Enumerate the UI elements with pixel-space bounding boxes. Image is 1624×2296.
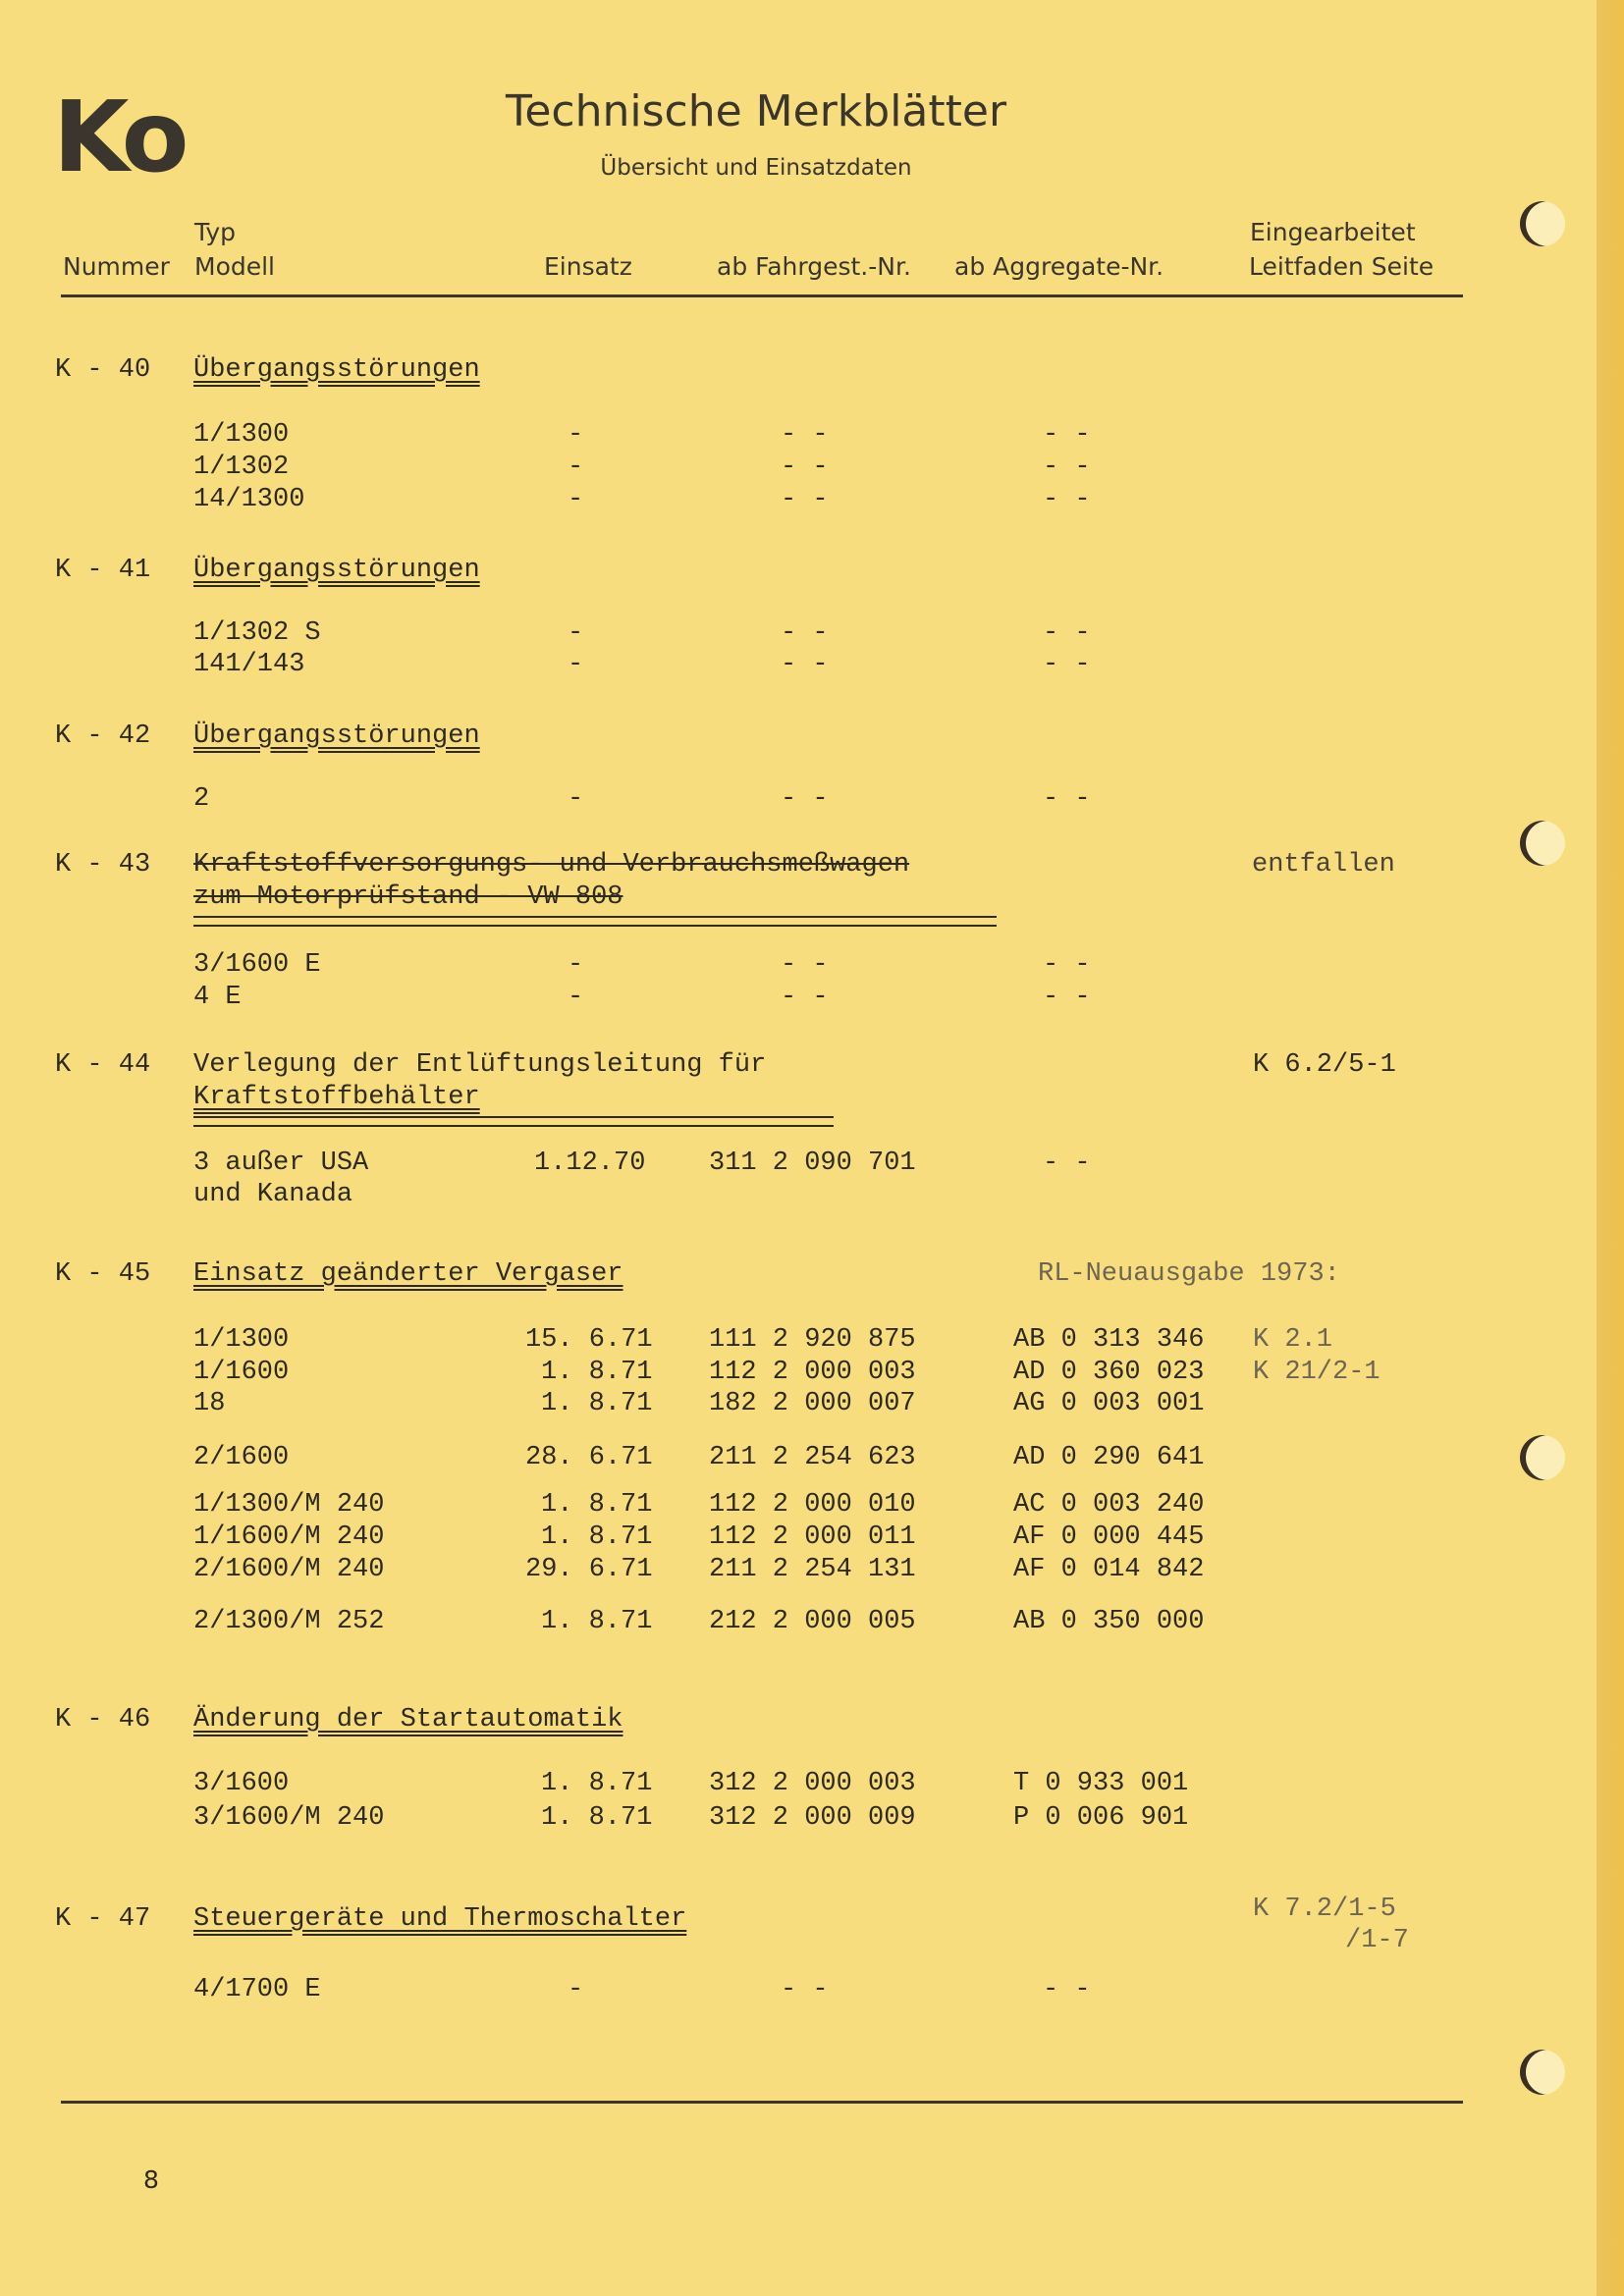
aggregate-nr: AF 0 014 842 [1013, 1555, 1205, 1584]
section-title: Steuergeräte und Thermoschalter [193, 1904, 687, 1934]
einsatz-date: 1. 8.71 [541, 1389, 653, 1418]
section-number: K - 45 [55, 1259, 151, 1289]
paper-edge [1597, 0, 1624, 2296]
einsatz-date: 1. 8.71 [541, 1803, 653, 1833]
einsatz-date: 1. 8.71 [541, 1607, 653, 1636]
model: 1/1600/M 240 [193, 1522, 385, 1552]
section-number: K - 41 [55, 556, 151, 585]
aggregate-nr: AD 0 290 641 [1013, 1443, 1205, 1472]
model: 18 [193, 1389, 226, 1418]
model: 2/1600 [193, 1443, 290, 1472]
header-fahrgest: ab Fahrgest.-Nr. [717, 252, 911, 281]
header-rule [61, 294, 1463, 297]
fahrgest-dash: - - [781, 618, 829, 648]
section-number: K - 47 [55, 1904, 151, 1934]
model: 1/1302 S [193, 618, 321, 648]
fahrgest-nr: 212 2 000 005 [709, 1607, 916, 1636]
model: 1/1302 [193, 453, 290, 482]
aggr-dash: - - [1043, 1148, 1091, 1178]
aggregate-nr: AB 0 350 000 [1013, 1607, 1205, 1636]
einsatz-dash: - [568, 950, 584, 980]
section-title: Übergangsstörungen [193, 355, 480, 385]
model: 2 [193, 784, 210, 814]
section-title-line2: Kraftstoffbehälter [193, 1083, 480, 1112]
section-title: Übergangsstörungen [193, 556, 480, 585]
aggr-dash: - - [1043, 618, 1091, 648]
status-note: entfallen [1252, 850, 1395, 880]
model: 2/1300/M 252 [193, 1607, 385, 1636]
model: 1/1600 [193, 1358, 290, 1387]
aggregate-nr: AD 0 360 023 [1013, 1358, 1205, 1387]
fahrgest-nr: 211 2 254 623 [709, 1443, 916, 1472]
fahrgest-nr: 312 2 000 009 [709, 1803, 916, 1833]
leitfaden-seite-continued: /1-7 [1345, 1926, 1409, 1955]
aggregate-nr: AC 0 003 240 [1013, 1490, 1205, 1520]
einsatz-dash: - [568, 618, 584, 648]
aggregate-nr: AB 0 313 346 [1013, 1325, 1205, 1355]
model: 141/143 [193, 650, 305, 679]
fahrgest-nr: 112 2 000 010 [709, 1490, 916, 1520]
model: 3/1600 E [193, 950, 321, 980]
fahrgest-nr: 311 2 090 701 [709, 1148, 916, 1178]
model: 3 außer USA [193, 1148, 369, 1178]
section-number: K - 46 [55, 1705, 151, 1735]
model: 4 E [193, 983, 242, 1012]
einsatz-date: 1. 8.71 [541, 1490, 653, 1520]
einsatz-dash: - [568, 453, 584, 482]
fahrgest-dash: - - [781, 650, 829, 679]
model-continued: und Kanada [193, 1180, 353, 1209]
aggregate-nr: AF 0 000 445 [1013, 1522, 1205, 1552]
header-nummer: Nummer [63, 252, 170, 281]
fahrgest-nr: 112 2 000 011 [709, 1522, 916, 1552]
aggr-dash: - - [1043, 784, 1091, 814]
header-typ: Typ [194, 218, 237, 246]
einsatz-dash: - [568, 420, 584, 450]
leitfaden-seite: K 6.2/5-1 [1253, 1050, 1396, 1080]
section-title: Übergangsstörungen [193, 721, 480, 751]
leitfaden-seite: K 7.2/1-5 [1253, 1895, 1396, 1924]
aggr-dash: - - [1043, 485, 1091, 514]
revision-note: RL-Neuausgabe 1973: [1038, 1259, 1340, 1289]
model: 2/1600/M 240 [193, 1555, 385, 1584]
section-number: K - 40 [55, 355, 151, 385]
einsatz-dash: - [568, 983, 584, 1012]
section-title-line1: Verlegung der Entlüftungsleitung für [193, 1050, 767, 1080]
fahrgest-dash: - - [781, 485, 829, 514]
einsatz-date: 28. 6.71 [525, 1443, 653, 1472]
section-number: K - 42 [55, 721, 151, 751]
ko-logo: Ko [53, 80, 184, 194]
fahrgest-nr: 211 2 254 131 [709, 1555, 916, 1584]
double-underline [193, 1116, 834, 1127]
fahrgest-nr: 312 2 000 003 [709, 1769, 916, 1798]
page-number: 8 [143, 2165, 159, 2194]
aggr-dash: - - [1043, 420, 1091, 450]
punch-hole-3 [1520, 1435, 1565, 1480]
model: 1/1300 [193, 420, 290, 450]
einsatz-date: 1. 8.71 [541, 1769, 653, 1798]
section-title-struck: zum Motorprüfstand - VW 808 [193, 882, 623, 912]
model: 1/1300 [193, 1325, 290, 1355]
einsatz-dash: - [568, 1975, 584, 2004]
page-title: Technische Merkblätter [505, 86, 1007, 136]
einsatz-date: 1. 8.71 [541, 1358, 653, 1387]
section-number: K - 43 [55, 850, 151, 880]
aggr-dash: - - [1043, 983, 1091, 1012]
einsatz-dash: - [568, 650, 584, 679]
footer-rule [61, 2101, 1463, 2104]
fahrgest-dash: - - [781, 784, 829, 814]
fahrgest-dash: - - [781, 1975, 829, 2004]
einsatz-date: 1. 8.71 [541, 1522, 653, 1552]
section-title: Einsatz geänderter Vergaser [193, 1259, 623, 1289]
leitfaden-seite: K 21/2-1 [1253, 1358, 1380, 1387]
model: 3/1600/M 240 [193, 1803, 385, 1833]
aggr-dash: - - [1043, 1975, 1091, 2004]
fahrgest-dash: - - [781, 983, 829, 1012]
fahrgest-nr: 112 2 000 003 [709, 1358, 916, 1387]
model: 4/1700 E [193, 1975, 321, 2004]
punch-hole-2 [1520, 821, 1565, 866]
aggregate-nr: P 0 006 901 [1013, 1803, 1189, 1833]
header-modell: Modell [194, 252, 276, 281]
aggr-dash: - - [1043, 650, 1091, 679]
model: 3/1600 [193, 1769, 290, 1798]
fahrgest-dash: - - [781, 420, 829, 450]
einsatz-dash: - [568, 784, 584, 814]
aggregate-nr: T 0 933 001 [1013, 1769, 1189, 1798]
header-aggregate: ab Aggregate-Nr. [954, 252, 1164, 281]
header-eingearbeitet: Eingearbeitet [1250, 218, 1416, 246]
fahrgest-nr: 182 2 000 007 [709, 1389, 916, 1418]
page-subtitle: Übersicht und Einsatzdaten [600, 155, 912, 181]
punch-hole-4 [1520, 2050, 1565, 2095]
einsatz-date: 15. 6.71 [525, 1325, 653, 1355]
section-number: K - 44 [55, 1050, 151, 1080]
fahrgest-nr: 111 2 920 875 [709, 1325, 916, 1355]
einsatz-date: 29. 6.71 [525, 1555, 653, 1584]
einsatz-date: 1.12.70 [534, 1148, 646, 1178]
section-title: Änderung der Startautomatik [193, 1705, 623, 1735]
leitfaden-seite: K 2.1 [1253, 1325, 1333, 1355]
fahrgest-dash: - - [781, 950, 829, 980]
header-einsatz: Einsatz [544, 252, 632, 281]
model: 1/1300/M 240 [193, 1490, 385, 1520]
aggregate-nr: AG 0 003 001 [1013, 1389, 1205, 1418]
double-underline [193, 916, 997, 927]
punch-hole-1 [1520, 201, 1565, 246]
section-title-struck: Kraftstoffversorgungs- und Verbrauchsmeßwagen [193, 850, 910, 880]
model: 14/1300 [193, 485, 305, 514]
header-leitfaden: Leitfaden Seite [1249, 252, 1435, 281]
fahrgest-dash: - - [781, 453, 829, 482]
einsatz-dash: - [568, 485, 584, 514]
aggr-dash: - - [1043, 950, 1091, 980]
aggr-dash: - - [1043, 453, 1091, 482]
